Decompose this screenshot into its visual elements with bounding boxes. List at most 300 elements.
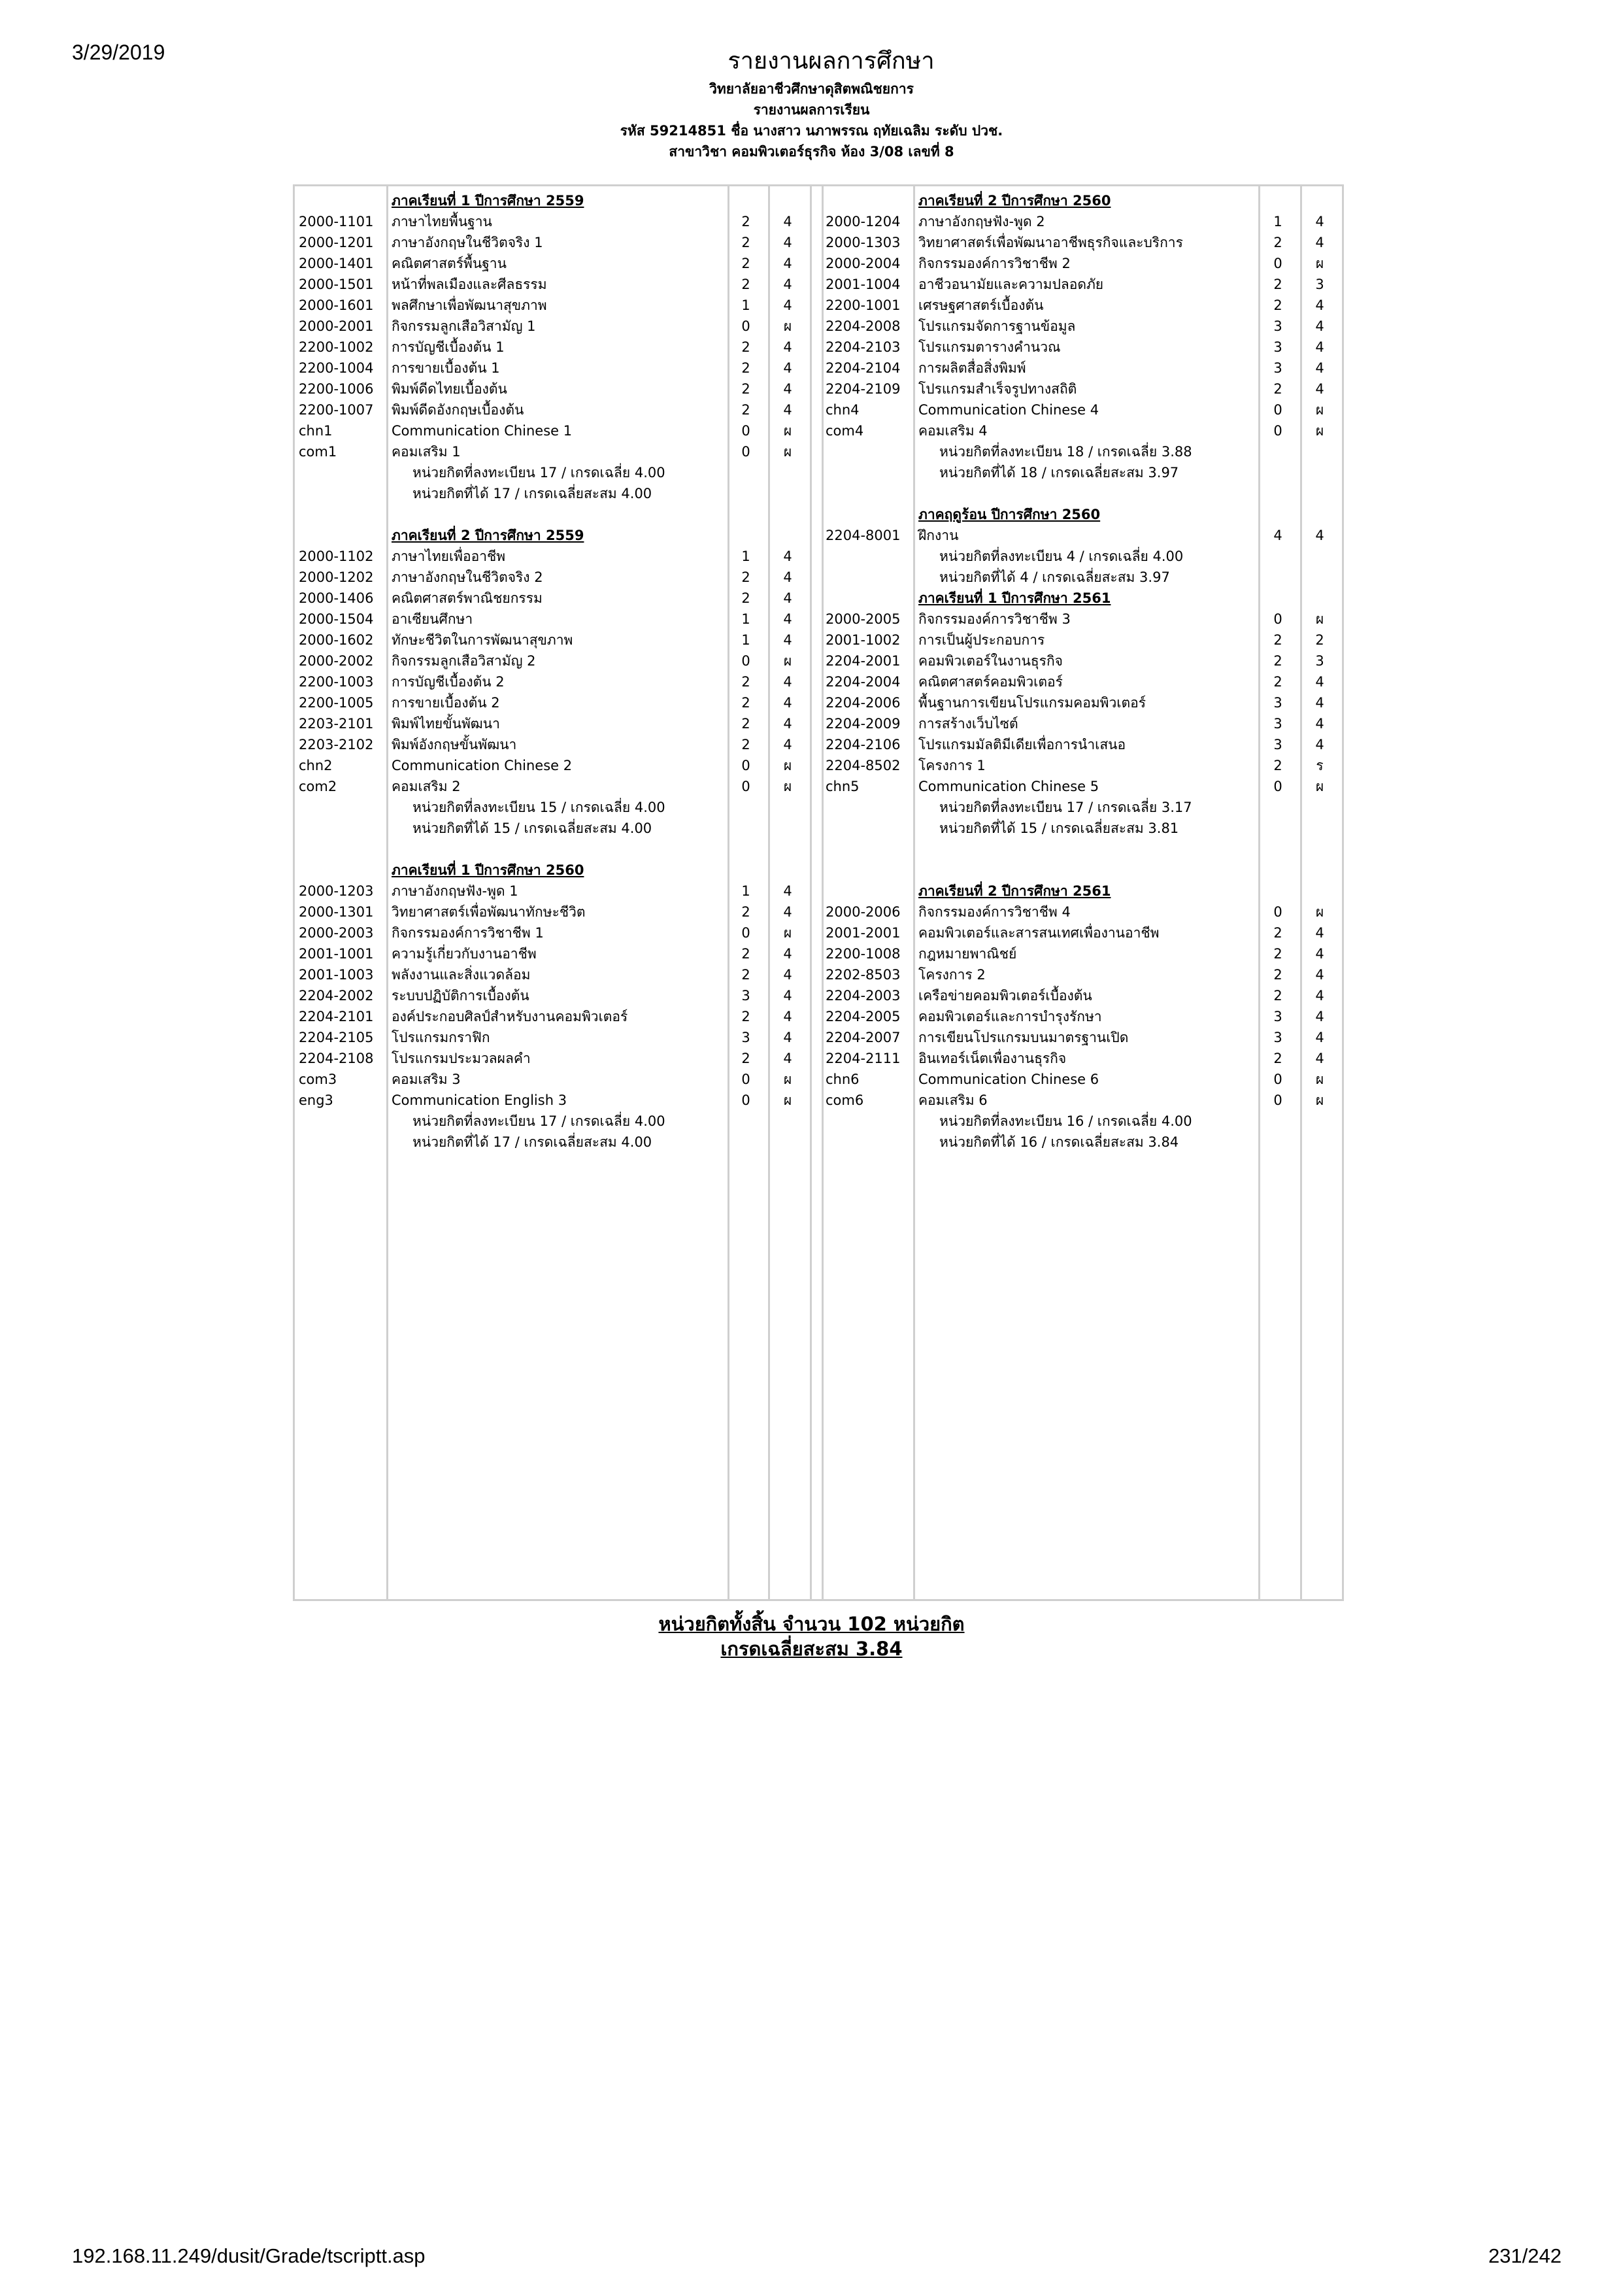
course-code: 2000-1501 [299, 277, 374, 292]
course-credit: 0 [1273, 904, 1282, 920]
page-title: รายงานผลการศึกษา [728, 48, 935, 75]
course-name: อาชีวอนามัยและความปลอดภัย [918, 277, 1104, 292]
course-row [295, 776, 1342, 797]
course-name: Communication Chinese 6 [918, 1072, 1099, 1087]
course-grade: 4 [783, 297, 792, 313]
course-code: 2204-2002 [299, 988, 374, 1004]
course-grade: 4 [1315, 214, 1324, 229]
course-code: 2000-1202 [299, 569, 374, 585]
course-grade: 4 [1315, 235, 1324, 250]
course-row [295, 358, 1342, 379]
registered-credits-gpa: หน่วยกิตที่ลงทะเบียน 17 / เกรดเฉลี่ย 4.00 [412, 1113, 665, 1129]
course-code: 2200-1003 [299, 674, 374, 690]
course-name: ฝึกงาน [918, 528, 959, 543]
course-name: วิทยาศาสตร์เพื่อพัฒนาอาชีพธุรกิจและบริการ [918, 235, 1183, 250]
course-code: 2000-1406 [299, 590, 374, 606]
course-row [295, 232, 1342, 253]
course-name: โปรแกรมจัดการฐานข้อมูล [918, 318, 1076, 334]
course-credit: 1 [741, 632, 750, 648]
course-grade: 4 [1315, 1030, 1324, 1045]
cumulative-gpa: เกรดเฉลี่ยสะสม 3.84 [720, 1638, 903, 1660]
course-name: พิมพ์อังกฤษขั้นพัฒนา [392, 737, 517, 752]
course-grade: 4 [783, 967, 792, 983]
course-credit: 2 [1273, 632, 1282, 648]
course-credit: 2 [741, 235, 750, 250]
course-name: การสร้างเว็บไซต์ [918, 716, 1018, 732]
earned-credits-cumulative-gpa: หน่วยกิตที่ได้ 15 / เกรดเฉลี่ยสะสม 4.00 [412, 820, 652, 836]
program-info: สาขาวิชา คอมพิวเตอร์ธุรกิจ ห้อง 3/08 เลขที่ 8 [669, 144, 954, 160]
course-code: 2001-1001 [299, 946, 374, 962]
course-grade: ผ [1315, 402, 1324, 418]
course-code: 2001-1003 [299, 967, 374, 983]
course-grade: 3 [1315, 653, 1324, 669]
course-credit: 2 [741, 256, 750, 271]
course-credit: 3 [1273, 360, 1282, 376]
course-grade: 4 [783, 883, 792, 899]
registered-credits-gpa: หน่วยกิตที่ลงทะเบียน 16 / เกรดเฉลี่ย 4.00 [939, 1113, 1192, 1129]
semester-title: ภาคเรียนที่ 2 ปีการศึกษา 2561 [918, 883, 1111, 899]
course-code: 2204-8001 [826, 528, 901, 543]
course-name: โปรแกรมมัลติมีเดียเพื่อการนำเสนอ [918, 737, 1126, 752]
course-credit: 3 [1273, 737, 1282, 752]
semester-title: ภาคเรียนที่ 1 ปีการศึกษา 2559 [392, 193, 584, 209]
course-grade: 4 [783, 737, 792, 752]
course-code: 2203-2101 [299, 716, 374, 732]
course-row [295, 525, 1342, 546]
course-credit: 2 [1273, 235, 1282, 250]
course-code: 2204-2101 [299, 1009, 374, 1024]
course-name: พิมพ์ไทยขั้นพัฒนา [392, 716, 500, 732]
course-code: 2000-1504 [299, 611, 374, 627]
course-grade: ผ [1315, 1072, 1324, 1087]
course-code: 2001-1004 [826, 277, 901, 292]
course-name: พิมพ์ดีดไทยเบื้องต้น [392, 381, 507, 397]
course-grade: 4 [1315, 297, 1324, 313]
course-grade: ผ [783, 444, 792, 460]
semester-summary-row [295, 1111, 1342, 1132]
course-name: หน้าที่พลเมืองและศีลธรรม [392, 277, 547, 292]
course-credit: 0 [741, 925, 750, 941]
course-credit: 0 [741, 444, 750, 460]
course-credit: 1 [741, 611, 750, 627]
course-grade: 4 [1315, 737, 1324, 752]
course-credit: 0 [741, 653, 750, 669]
student-info: รหัส 59214851 ชื่อ นางสาว นภาพรรณ ฤทัยเฉลิม ระดับ ปวช. [620, 123, 1003, 139]
semester-title: ภาคฤดูร้อน ปีการศึกษา 2560 [918, 507, 1101, 522]
course-row [295, 692, 1342, 713]
course-code: chn2 [299, 758, 333, 773]
course-credit: 0 [1273, 779, 1282, 794]
course-code: chn1 [299, 423, 333, 439]
course-code: 2000-1303 [826, 235, 901, 250]
course-name: คอมเสริม 1 [392, 444, 461, 460]
course-grade: 4 [1315, 674, 1324, 690]
page-url: 192.168.11.249/dusit/Grade/tscriptt.asp [72, 2244, 426, 2267]
course-grade: 4 [783, 1009, 792, 1024]
semester-header-row [295, 588, 1342, 609]
course-row [295, 1027, 1342, 1048]
course-grade: 4 [1315, 988, 1324, 1004]
course-code: 2204-2111 [826, 1051, 901, 1066]
course-row [295, 274, 1342, 295]
course-name: โปรแกรมสำเร็จรูปทางสถิติ [918, 381, 1077, 397]
course-code: 2204-2009 [826, 716, 901, 732]
course-grade: 4 [783, 402, 792, 418]
course-code: 2000-1102 [299, 549, 374, 564]
course-name: การเขียนโปรแกรมบนมาตรฐานเปิด [918, 1030, 1129, 1045]
course-name: วิทยาศาสตร์เพื่อพัฒนาทักษะชีวิต [392, 904, 586, 920]
course-code: 2204-2007 [826, 1030, 901, 1045]
course-code: 2204-2004 [826, 674, 901, 690]
course-grade: 4 [783, 1030, 792, 1045]
course-grade: 4 [1315, 1051, 1324, 1066]
course-credit: 3 [1273, 1030, 1282, 1045]
semester-header-row [295, 190, 1342, 211]
course-grade: 4 [783, 946, 792, 962]
course-grade: 4 [783, 611, 792, 627]
course-code: 2000-1401 [299, 256, 374, 271]
course-grade: ร [1316, 758, 1324, 773]
semester-header-row [295, 860, 1342, 881]
course-code: 2001-2001 [826, 925, 901, 941]
semester-summary-row [295, 1132, 1342, 1153]
course-grade: 4 [783, 1051, 792, 1066]
course-code: 2204-2003 [826, 988, 901, 1004]
course-grade: ผ [783, 758, 792, 773]
course-code: 2000-1203 [299, 883, 374, 899]
course-credit: 0 [741, 423, 750, 439]
course-name: ทักษะชีวิตในการพัฒนาสุขภาพ [392, 632, 573, 648]
course-grade: ผ [783, 925, 792, 941]
semester-summary-row [295, 441, 1342, 462]
course-code: chn4 [826, 402, 860, 418]
semester-summary-row [295, 546, 1342, 567]
course-code: 2204-2008 [826, 318, 901, 334]
report-header [0, 78, 1623, 162]
course-name: คอมพิวเตอร์ในงานธุรกิจ [918, 653, 1063, 669]
course-name: กิจกรรมลูกเสือวิสามัญ 1 [392, 318, 536, 334]
course-name: การขายเบื้องต้น 1 [392, 360, 500, 376]
course-credit: 2 [1273, 758, 1282, 773]
course-credit: 0 [741, 1072, 750, 1087]
course-code: 2000-2002 [299, 653, 374, 669]
course-name: ภาษาอังกฤษฟัง-พูด 2 [918, 214, 1045, 229]
course-credit: 4 [1273, 528, 1282, 543]
course-grade: 4 [783, 590, 792, 606]
course-credit: 2 [741, 674, 750, 690]
course-row [295, 755, 1342, 776]
course-grade: ผ [783, 1092, 792, 1108]
course-name: กิจกรรมองค์การวิชาชีพ 3 [918, 611, 1071, 627]
course-grade: ผ [783, 1072, 792, 1087]
course-name: เศรษฐศาสตร์เบื้องต้น [918, 297, 1044, 313]
course-credit: 0 [741, 779, 750, 794]
course-code: chn6 [826, 1072, 860, 1087]
course-credit: 2 [1273, 653, 1282, 669]
course-credit: 0 [741, 1092, 750, 1108]
course-name: ระบบปฏิบัติการเบื้องต้น [392, 988, 529, 1004]
course-name: Communication English 3 [392, 1092, 567, 1108]
course-grade: 4 [783, 549, 792, 564]
course-name: ภาษาอังกฤษในชีวิตจริง 2 [392, 569, 543, 585]
course-grade: 4 [1315, 360, 1324, 376]
course-name: คณิตศาสตร์พื้นฐาน [392, 256, 507, 271]
course-credit: 1 [741, 297, 750, 313]
course-grade: 4 [1315, 381, 1324, 397]
transcript-table [293, 184, 1344, 1601]
course-row [295, 650, 1342, 671]
course-credit: 2 [1273, 925, 1282, 941]
page-number: 231/242 [1488, 2244, 1562, 2267]
course-credit: 0 [1273, 423, 1282, 439]
course-credit: 2 [1273, 967, 1282, 983]
course-credit: 0 [1273, 611, 1282, 627]
course-name: เครือข่ายคอมพิวเตอร์เบื้องต้น [918, 988, 1092, 1004]
course-name: Communication Chinese 1 [392, 423, 573, 439]
semester-title: ภาคเรียนที่ 1 ปีการศึกษา 2561 [918, 590, 1111, 606]
course-row [295, 337, 1342, 358]
course-credit: 2 [741, 569, 750, 585]
report-name: รายงานผลการเรียน [753, 102, 870, 118]
course-code: 2202-8503 [826, 967, 901, 983]
course-grade: 3 [1315, 277, 1324, 292]
course-name: กิจกรรมองค์การวิชาชีพ 1 [392, 925, 544, 941]
course-credit: 3 [741, 1030, 750, 1045]
course-row [295, 902, 1342, 922]
course-name: คอมพิวเตอร์และการบำรุงรักษา [918, 1009, 1102, 1024]
course-code: eng3 [299, 1092, 333, 1108]
course-code: 2204-2104 [826, 360, 901, 376]
course-credit: 2 [1273, 988, 1282, 1004]
course-code: 2204-2103 [826, 339, 901, 355]
course-code: 2000-1101 [299, 214, 374, 229]
course-code: 2200-1002 [299, 339, 374, 355]
course-code: 2000-2005 [826, 611, 901, 627]
course-name: กิจกรรมลูกเสือวิสามัญ 2 [392, 653, 536, 669]
earned-credits-cumulative-gpa: หน่วยกิตที่ได้ 16 / เกรดเฉลี่ยสะสม 3.84 [939, 1134, 1179, 1150]
course-name: Communication Chinese 5 [918, 779, 1099, 794]
course-code: com3 [299, 1072, 337, 1087]
semester-header-row [295, 504, 1342, 525]
earned-credits-cumulative-gpa: หน่วยกิตที่ได้ 18 / เกรดเฉลี่ยสะสม 3.97 [939, 465, 1179, 481]
course-code: 2200-1004 [299, 360, 374, 376]
course-name: การเป็นผู้ประกอบการ [918, 632, 1045, 648]
course-grade: 4 [783, 569, 792, 585]
course-row [295, 1048, 1342, 1069]
course-row [295, 295, 1342, 316]
course-row [295, 630, 1342, 650]
registered-credits-gpa: หน่วยกิตที่ลงทะเบียน 17 / เกรดเฉลี่ย 3.17 [939, 800, 1192, 815]
course-grade: 4 [783, 214, 792, 229]
course-code: 2001-1002 [826, 632, 901, 648]
course-grade: 4 [783, 277, 792, 292]
course-grade: ผ [783, 779, 792, 794]
course-credit: 3 [741, 988, 750, 1004]
course-grade: 4 [1315, 925, 1324, 941]
course-name: คอมเสริม 6 [918, 1092, 988, 1108]
semester-title: ภาคเรียนที่ 2 ปีการศึกษา 2559 [392, 528, 584, 543]
course-row [295, 1006, 1342, 1027]
course-code: 2204-2108 [299, 1051, 374, 1066]
semester-title: ภาคเรียนที่ 1 ปีการศึกษา 2560 [392, 862, 584, 878]
registered-credits-gpa: หน่วยกิตที่ลงทะเบียน 15 / เกรดเฉลี่ย 4.00 [412, 800, 665, 815]
course-code: 2200-1005 [299, 695, 374, 711]
course-name: พลังงานและสิ่งแวดล้อม [392, 967, 531, 983]
course-code: 2000-1204 [826, 214, 901, 229]
course-grade: 4 [1315, 339, 1324, 355]
course-code: 2204-2005 [826, 1009, 901, 1024]
course-credit: 2 [741, 214, 750, 229]
course-grade: 4 [1315, 528, 1324, 543]
registered-credits-gpa: หน่วยกิตที่ลงทะเบียน 4 / เกรดเฉลี่ย 4.00 [939, 549, 1184, 564]
course-credit: 1 [741, 549, 750, 564]
course-credit: 1 [741, 883, 750, 899]
course-code: 2204-8502 [826, 758, 901, 773]
course-name: การบัญชีเบื้องต้น 2 [392, 674, 505, 690]
course-credit: 2 [1273, 277, 1282, 292]
print-date: 3/29/2019 [72, 41, 165, 64]
course-row [295, 609, 1342, 630]
course-name: คอมเสริม 4 [918, 423, 988, 439]
course-credit: 3 [1273, 716, 1282, 732]
course-credit: 0 [1273, 256, 1282, 271]
course-name: คอมเสริม 2 [392, 779, 461, 794]
course-code: 2200-1007 [299, 402, 374, 418]
course-row [295, 671, 1342, 692]
course-code: 2000-2001 [299, 318, 374, 334]
course-grade: 4 [1315, 318, 1324, 334]
course-grade: 4 [783, 632, 792, 648]
course-name: คอมเสริม 3 [392, 1072, 461, 1087]
course-credit: 0 [741, 758, 750, 773]
course-row [295, 379, 1342, 399]
course-grade: ผ [783, 318, 792, 334]
course-row [295, 399, 1342, 420]
course-code: 2200-1006 [299, 381, 374, 397]
course-credit: 2 [1273, 946, 1282, 962]
semester-summary-row [295, 462, 1342, 483]
course-credit: 2 [741, 381, 750, 397]
course-grade: 4 [1315, 967, 1324, 983]
course-name: โปรแกรมกราฟิก [392, 1030, 490, 1045]
course-grade: 4 [783, 235, 792, 250]
course-code: 2000-2006 [826, 904, 901, 920]
course-code: 2000-1601 [299, 297, 374, 313]
course-code: 2204-2106 [826, 737, 901, 752]
course-grade: 4 [783, 716, 792, 732]
course-code: com6 [826, 1092, 864, 1108]
course-credit: 3 [1273, 695, 1282, 711]
course-grade: 4 [783, 674, 792, 690]
course-grade: 2 [1315, 632, 1324, 648]
course-credit: 2 [741, 716, 750, 732]
course-row [295, 943, 1342, 964]
course-name: โครงการ 1 [918, 758, 986, 773]
course-name: การบัญชีเบื้องต้น 1 [392, 339, 505, 355]
course-code: 2203-2102 [299, 737, 374, 752]
course-credit: 2 [741, 402, 750, 418]
course-grade: 4 [783, 695, 792, 711]
course-credit: 2 [741, 695, 750, 711]
course-grade: ผ [1315, 611, 1324, 627]
registered-credits-gpa: หน่วยกิตที่ลงทะเบียน 17 / เกรดเฉลี่ย 4.00 [412, 465, 665, 481]
course-credit: 2 [741, 946, 750, 962]
course-grade: ผ [1315, 904, 1324, 920]
course-name: โปรแกรมประมวลผลคำ [392, 1051, 531, 1066]
course-name: ภาษาไทยพื้นฐาน [392, 214, 492, 229]
course-grade: 4 [783, 381, 792, 397]
course-row [295, 1090, 1342, 1111]
course-name: อินเทอร์เน็ตเพื่องานธุรกิจ [918, 1051, 1067, 1066]
earned-credits-cumulative-gpa: หน่วยกิตที่ได้ 4 / เกรดเฉลี่ยสะสม 3.97 [939, 569, 1170, 585]
course-credit: 2 [741, 360, 750, 376]
course-name: คณิตศาสตร์พาณิชยกรรม [392, 590, 543, 606]
course-grade: 4 [783, 904, 792, 920]
course-code: 2200-1001 [826, 297, 901, 313]
course-row [295, 713, 1342, 734]
earned-credits-cumulative-gpa: หน่วยกิตที่ได้ 15 / เกรดเฉลี่ยสะสม 3.81 [939, 820, 1179, 836]
course-grade: 4 [783, 988, 792, 1004]
course-grade: 4 [1315, 1009, 1324, 1024]
course-row [295, 316, 1342, 337]
course-name: คอมพิวเตอร์และสารสนเทศเพื่องานอาชีพ [918, 925, 1160, 941]
course-grade: 4 [783, 256, 792, 271]
semester-summary-row [295, 483, 1342, 504]
course-name: กิจกรรมองค์การวิชาชีพ 2 [918, 256, 1071, 271]
course-credit: 2 [741, 590, 750, 606]
course-code: 2000-1301 [299, 904, 374, 920]
course-credit: 2 [741, 904, 750, 920]
course-grade: 4 [783, 339, 792, 355]
course-name: พื้นฐานการเขียนโปรแกรมคอมพิวเตอร์ [918, 695, 1146, 711]
course-credit: 0 [1273, 402, 1282, 418]
course-code: 2204-2001 [826, 653, 901, 669]
course-row [295, 922, 1342, 943]
course-grade: ผ [783, 423, 792, 439]
course-code: 2000-1201 [299, 235, 374, 250]
course-row [295, 964, 1342, 985]
semester-summary-row [295, 797, 1342, 818]
course-name: ภาษาอังกฤษฟัง-พูด 1 [392, 883, 518, 899]
course-grade: ผ [1315, 779, 1324, 794]
course-name: ความรู้เกี่ยวกับงานอาชีพ [392, 946, 537, 962]
course-credit: 1 [1273, 214, 1282, 229]
course-row [295, 734, 1342, 755]
course-name: องค์ประกอบศิลป์สำหรับงานคอมพิวเตอร์ [392, 1009, 628, 1024]
course-credit: 2 [1273, 674, 1282, 690]
course-name: พิมพ์ดีดอังกฤษเบื้องต้น [392, 402, 524, 418]
course-credit: 2 [741, 1009, 750, 1024]
course-name: ภาษาอังกฤษในชีวิตจริง 1 [392, 235, 543, 250]
course-credit: 0 [1273, 1092, 1282, 1108]
course-name: โปรแกรมตารางคำนวณ [918, 339, 1061, 355]
course-code: 2204-2006 [826, 695, 901, 711]
course-name: Communication Chinese 4 [918, 402, 1099, 418]
course-credit: 2 [741, 737, 750, 752]
course-grade: 4 [783, 360, 792, 376]
course-row [295, 985, 1342, 1006]
course-code: 2000-2003 [299, 925, 374, 941]
course-credit: 2 [1273, 381, 1282, 397]
transcript-summary [0, 1612, 1623, 1661]
course-row [295, 253, 1342, 274]
course-row [295, 420, 1342, 441]
course-name: โครงการ 2 [918, 967, 986, 983]
course-code: 2204-2105 [299, 1030, 374, 1045]
earned-credits-cumulative-gpa: หน่วยกิตที่ได้ 17 / เกรดเฉลี่ยสะสม 4.00 [412, 486, 652, 501]
course-grade: ผ [783, 653, 792, 669]
course-name: ภาษาไทยเพื่ออาชีพ [392, 549, 506, 564]
